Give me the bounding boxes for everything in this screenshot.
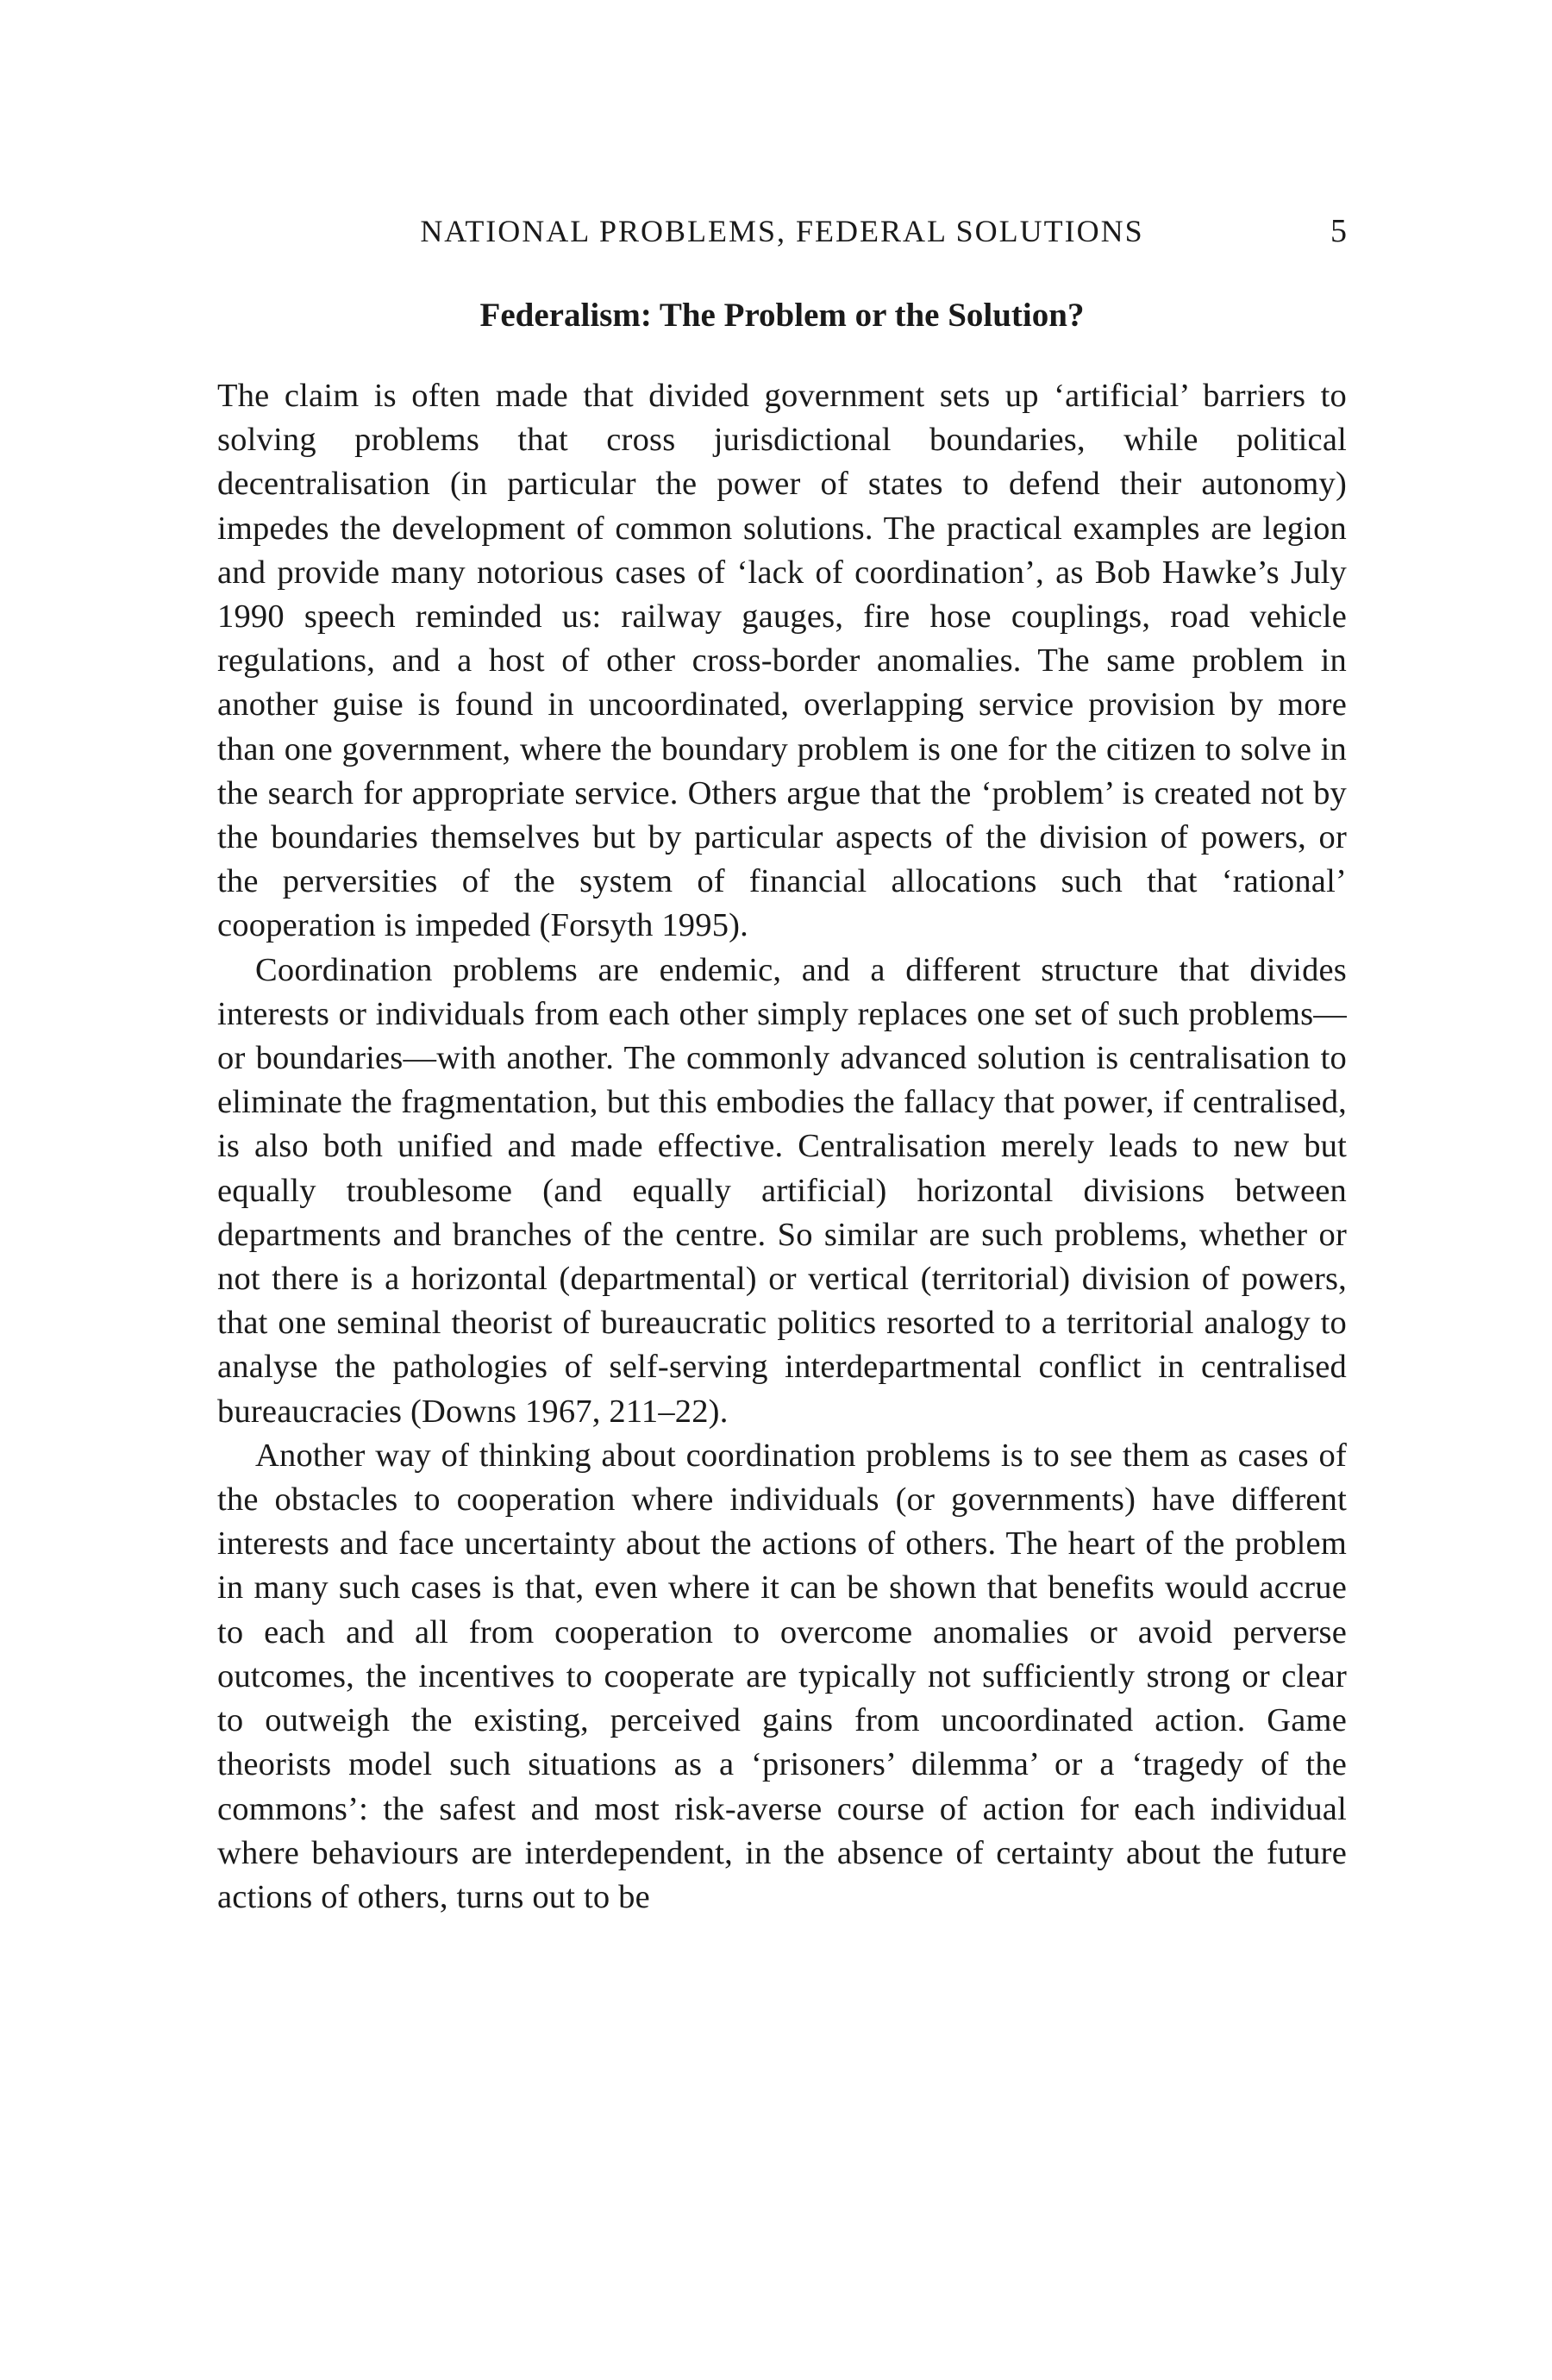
running-head — [217, 210, 1347, 252]
paragraph: The claim is often made that divided government sets up ‘artificial’ barriers to solving problems that cross jurisdictional boundaries, while political decentralisation (in particular the power of states to defend their autonomy) impedes the development of common solutions. The practical examples are legion and provide many notorious cases of ‘lack of coordination’, as Bob Hawke’s July 1990 speech reminded us: railway gauges, fire hose couplings, road vehicle regulations, and a host of other cross-border anomalies. The same problem in another guise is found in uncoordinated, overlapping service provision by more than one government, where the boundary problem is one for the citizen to solve in the search for appropriate service. Others argue that the ‘problem’ is created not by the boundaries themselves but by particular aspects of the division of powers, or the perversities of the system of financial allocations such that ‘rational’ cooperation is impeded (Forsyth 1995). — [217, 378, 1347, 944]
paragraph: Coordination problems are endemic, and a different structure that divides interests or individuals from each other simply replaces one set of such problems—or boundaries—with another. The commonly advanced solution is centralisation to eliminate the fragmentation, but this embodies the fallacy that power, if centralised, is also both unified and made effective. Centralisation merely leads to new but equally troublesome (and equally artificial) horizontal divisions between departments and branches of the centre. So similar are such problems, whether or not there is a horizontal (departmental) or vertical (territorial) division of powers, that one seminal theorist of bureaucratic politics resorted to a territorial analogy to analyse the pathologies of self-serving interdepartmental conflict in centralised bureaucracies (Downs 1967, 211–22). — [217, 951, 1347, 1430]
running-head-title: NATIONAL PROBLEMS, FEDERAL SOLUTIONS — [420, 214, 1144, 248]
page-number: 5 — [1330, 213, 1347, 249]
paragraph: Another way of thinking about coordination problems is to see them as cases of the obstacles to cooperation where individuals (or governments) have different interests and face uncertainty about the actions of others. The heart of the problem in many such cases is that, even where it can be shown that benefits would accrue to each and all from cooperation to overcome anomalies or avoid perverse outcomes, the incentives to cooperate are typically not sufficiently strong or clear to outweigh the existing, perceived gains from uncoordinated action. Game theorists model such situations as a ‘prisoners’ dilemma’ or a ‘tragedy of the commons’: the safest and most risk-averse course of action for each individual where behaviours are interdependent, in the absence of certainty about the future actions of others, turns out to be — [217, 1437, 1347, 1915]
section-heading: Federalism: The Problem or the Solution? — [479, 297, 1085, 334]
body-text — [217, 329, 1347, 1920]
